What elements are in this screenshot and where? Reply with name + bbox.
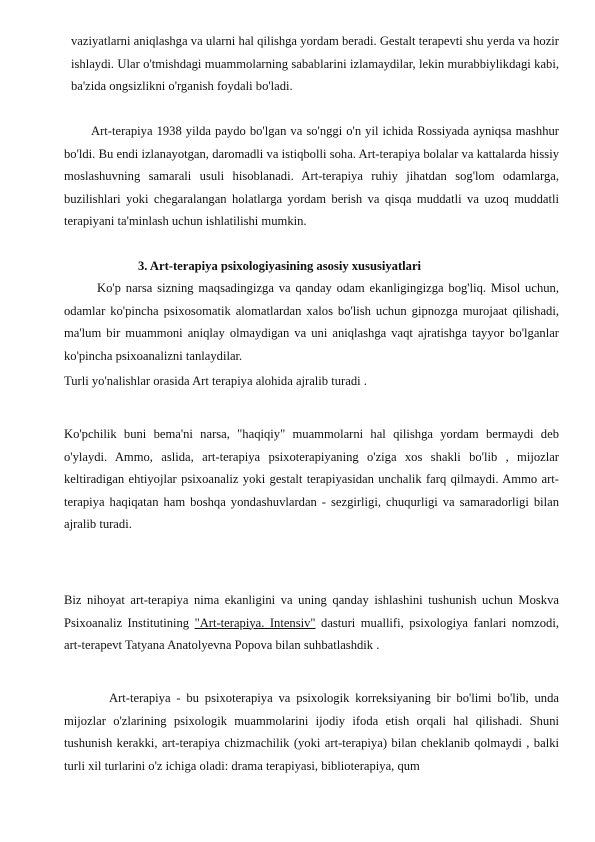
paragraph-history: Art-terapiya 1938 yilda paydo bo'lgan va so'nggi o'n yil ichida Rossiyada ayniqsa mashhur bo'ldi. Bu endi izlanayotgan, daromadli va istiqbolli soha. Art-terapiya bolalar va kattalarda hissiy moslashuvning samarali usuli hisoblanadi. Art-terapiya ruhiy jihatdan sog'lom odamlarga, buzilishlari yoki chegaralangan holatlarga yordam berish va qisqa muddatli va uzoq muddatli terapiyani ta'minlash uchun ishlatilishi mumkin. — [64, 124, 559, 229]
interview-text-after: dasturi muallifi, psixologiya fanlari nomzodi, art-terapevt Tatyana Anatolyevna Popova bilan suhbatlashdik . — [64, 615, 560, 653]
interview-text-before: Biz nihoyat art-terapiya nima ekanligini va uning qanday ishlashini tushunish uchun Moskva Psixoanaliz Institutining — [64, 593, 559, 630]
paragraph-interview — [64, 589, 559, 657]
program-link[interactable]: "Art-terapiya. Intensiv" — [194, 615, 316, 630]
paragraph-intro: vaziyatlarni aniqlashga va ularni hal qilishga yordam beradi. Gestalt terapevti shu yerda va hozir ishlaydi. Ular o'tmishdagi muammolarning sabablarini izlamaydilar, lekin murabbiylikdagi kabi, ba'zida ongsizlikni o'rganish foydali bo'ladi. — [71, 34, 559, 94]
paragraph-choice: Ko'p narsa sizning maqsadingizga va qanday odam ekanligingizga bog'liq. Misol uchun, odamlar ko'pincha psixosomatik alomatlardan xalos bo'lish uchun gipnozga murojaat qilishadi, ma'lum bir muammoni aniqlay olmaydigan va uni aniqlashga vaqt ajratishga tayyor bo'lganlar ko'pincha psixoanalizni tanlaydilar. — [64, 281, 559, 363]
section-heading: 3. Art-terapiya psixologiyasining asosiy xususiyatlari — [138, 259, 422, 273]
paragraph-most: Ko'pchilik buni bema'ni narsa, "haqiqiy" muammolarni hal qilishga yordam bermaydi deb o'ylaydi. Ammo, aslida, art-terapiya psixoterapiyaning o'ziga xos shakli bo'lib , mijozlar keltiradigan ehtiyojlar psixoanaliz yoki gestalt terapiyasidan unchalik farq qilmaydi. Ammo art-terapiya haqiqatan ham boshqa yondashuvlardan - sezgirligi, chuqurligi va samaradorligi bilan ajralib turadi. — [64, 427, 559, 532]
paragraph-among: Turli yo'nalishlar orasida Art terapiya alohida ajralib turadi . — [64, 374, 367, 388]
paragraph-definition: Art-terapiya - bu psixoterapiya va psixologik korreksiyaning bir bo'limi bo'lib, unda mijozlar o'zlarining psixologik muammolarini ijodiy ifoda etish orqali hal qilishadi. Shuni tushunish kerakki, art-terapiya chizmachilik (yoki art-terapiya) bilan cheklanib qolmaydi , balki turli xil turlarini o'z ichiga oladi: drama terapiyasi, biblioterapiya, qum — [64, 691, 559, 773]
